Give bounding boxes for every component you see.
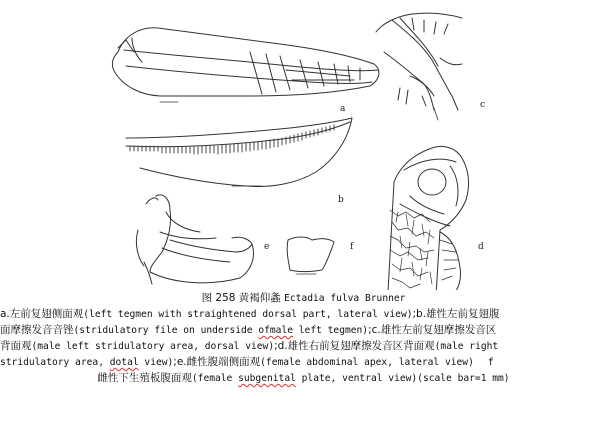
caption-line4-en-c: view) bbox=[138, 356, 174, 368]
panel-label-c: c bbox=[480, 100, 486, 110]
caption-line4-cn: ;e.雌性腹端侧面观 bbox=[173, 355, 261, 368]
figure-caption bbox=[0, 291, 607, 387]
caption-line-1 bbox=[0, 307, 607, 323]
panel-label-d: d bbox=[478, 242, 484, 252]
panel-d-stridulatory-area-drawing bbox=[388, 146, 469, 290]
panel-f-subgenital-plate-drawing bbox=[287, 237, 334, 274]
caption-line4-en-b: dotal bbox=[109, 356, 139, 368]
caption-line3-en2: (male right bbox=[434, 340, 499, 352]
panel-e-abdominal-apex-drawing bbox=[136, 195, 253, 284]
caption-line2-en-a: (stridulatory file on underside bbox=[73, 324, 259, 336]
caption-line4-f: f bbox=[487, 356, 494, 368]
panel-label-f: f bbox=[350, 242, 354, 252]
caption-title-prefix: 图 258 黄褐仰螽 bbox=[201, 292, 285, 304]
caption-title-species: Ectadia fulva Brunner bbox=[284, 293, 406, 304]
caption-line1-cn: a.左前复翅侧面观 bbox=[0, 307, 84, 320]
caption-line2-cn2: ;c.雄性左前复翅摩擦发音区 bbox=[368, 323, 497, 336]
caption-line-3 bbox=[0, 339, 607, 355]
caption-line5-cn: 雌性下生殖板腹面观 bbox=[97, 371, 192, 384]
caption-line1-en: (left tegmen with straightened dorsal part, lateral view) bbox=[83, 308, 413, 320]
caption-line5-en-b: subgenital bbox=[238, 372, 296, 384]
panel-label-b: b bbox=[338, 195, 344, 205]
caption-line3-cn2: ;d.雄性右前复翅摩擦发音区背面观 bbox=[274, 339, 435, 352]
caption-line2-en-b: ofmale bbox=[258, 324, 293, 336]
panel-b-stridulatory-file-drawing bbox=[126, 118, 352, 186]
panel-label-a: a bbox=[340, 104, 346, 114]
panel-c-stridulatory-area-drawing bbox=[376, 13, 462, 120]
caption-line-5 bbox=[0, 371, 607, 387]
caption-line-2 bbox=[0, 323, 607, 339]
caption-line4-en-a: stridulatory area, bbox=[0, 356, 110, 368]
caption-line-4 bbox=[0, 355, 607, 371]
caption-line2-cn: 面摩擦发音音锉 bbox=[0, 323, 74, 336]
panel-a-tegmen-drawing bbox=[112, 28, 379, 102]
caption-title bbox=[0, 291, 607, 307]
caption-line5-en-c: plate, ventral view)(scale bar=1 mm) bbox=[295, 372, 510, 384]
caption-line4-en2: (female abdominal apex, lateral view) bbox=[260, 356, 474, 368]
caption-line3-en: (male left stridulatory area, dorsal view) bbox=[31, 340, 275, 352]
caption-line3-cn: 背面观 bbox=[0, 339, 32, 352]
caption-line2-en-c: left tegmen) bbox=[293, 324, 369, 336]
caption-line5-en-a: (female bbox=[191, 372, 239, 384]
panel-label-e: e bbox=[264, 242, 270, 252]
caption-line1-cn2: ;b.雄性左前复翅腹 bbox=[412, 307, 500, 320]
